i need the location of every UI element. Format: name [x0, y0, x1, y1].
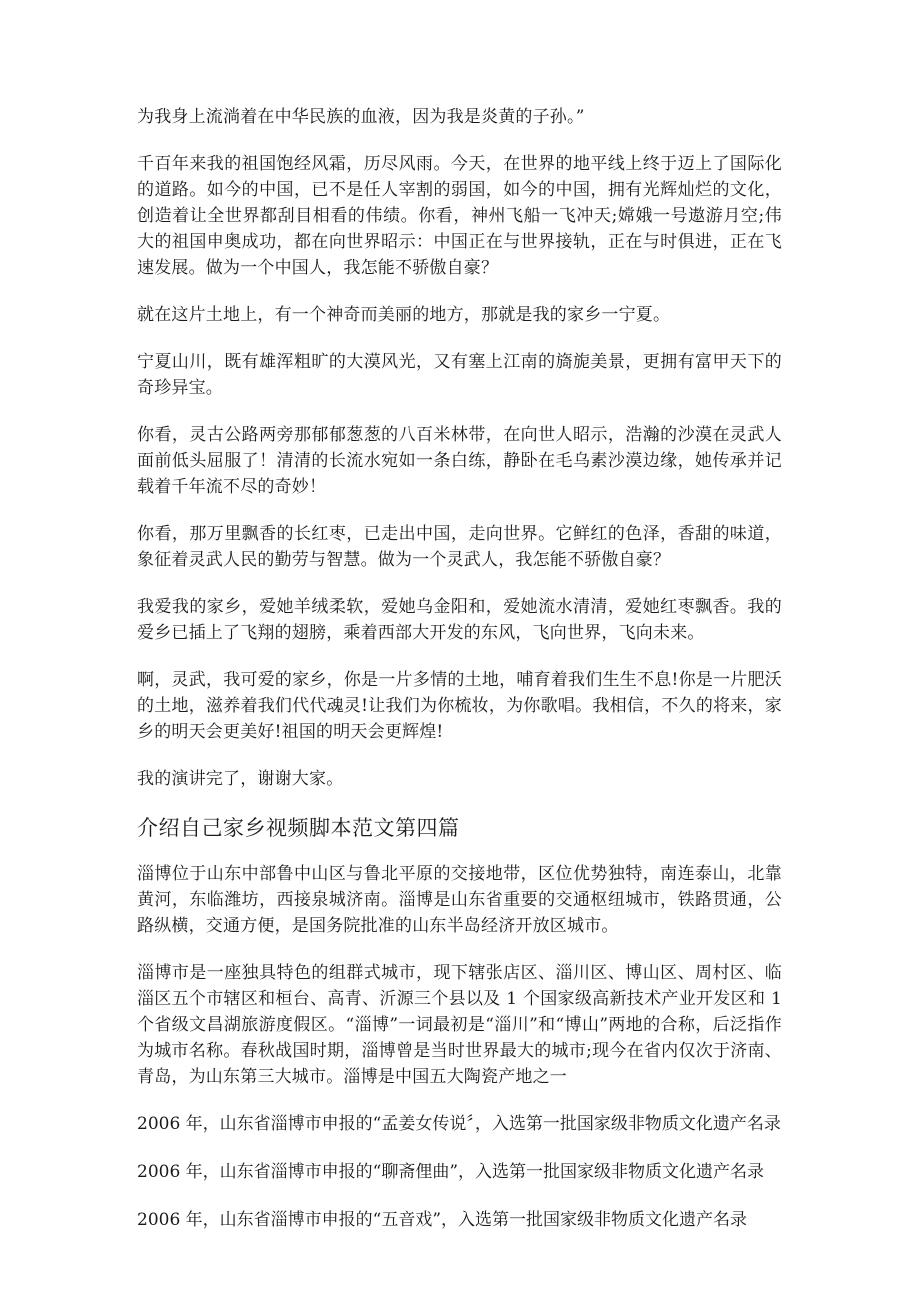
- paragraph: 你看，灵古公路两旁那郁郁葱葱的八百米林带，在向世人昭示，浩瀚的沙漠在灵武人面前低头屈服了！清清的长流水宛如一条白练，静卧在毛乌素沙漠边缘，她传承并记载着千年流不尽的奇妙！: [137, 425, 782, 497]
- heritage-list-item: 2006 年，山东省淄博市申报的“聊斋俚曲”，入选第一批国家级非物质文化遗产名录: [137, 1162, 765, 1182]
- heritage-list-item: 2006 年，山东省淄博市申报的“五音戏”，入选第一批国家级非物质文化遗产名录: [137, 1210, 748, 1230]
- paragraph: 为我身上流淌着在中华民族的血液，因为我是炎黄的子孙。”: [137, 107, 585, 127]
- section-heading: 介绍自己家乡视频脚本范文第四篇: [137, 816, 460, 840]
- paragraph: 淄博位于山东中部鲁中山区与鲁北平原的交接地带，区位优势独特，南连泰山，北靠黄河，东临潍坊，西接泉城济南。淄博是山东省重要的交通枢纽城市，铁路贯通，公路纵横，交通方便，是国务院批准的山东半岛经济开放区城市。: [137, 864, 782, 936]
- paragraph: 啊，灵武，我可爱的家乡，你是一片多情的土地，哺育着我们生生不息!你是一片肥沃的土地，滋养着我们代代魂灵!让我们为你梳妆，为你歌唱。我相信，不久的将来，家乡的明天会更美好!祖国的明天会更辉煌!: [137, 670, 782, 742]
- paragraph: 淄博市是一座独具特色的组群式城市，现下辖张店区、淄川区、博山区、周村区、临淄区五个市辖区和桓台、高青、沂源三个县以及 1 个国家级高新技术产业开发区和 1 个省级文昌湖旅游度假区。“淄博”一词最初是“淄川”和“博山”两地的合称，后泛指作为城市名称。春秋战国时期，淄博曾是当时世界最大的城市;现今在省内仅次于济南、青岛，为山东第三大城市。淄博是中国五大陶瓷产地之一: [137, 963, 782, 1087]
- heritage-list-item: 2006 年，山东省淄博市申报的“孟姜女传说〞，入选第一批国家级非物质文化遗产名录: [137, 1114, 781, 1134]
- paragraph: 我爱我的家乡，爱她羊绒柔软，爱她乌金阳和，爱她流水清清，爱她红枣飘香。我的爱乡已插上了飞翔的翅膀，乘着西部大开发的东风，飞向世界，飞向未来。: [137, 597, 782, 643]
- paragraph: 你看，那万里飘香的长红枣，已走出中国，走向世界。它鲜红的色泽，香甜的味道，象征着灵武人民的勤劳与智慧。做为一个灵武人，我怎能不骄傲自豪？: [137, 524, 782, 570]
- paragraph: 千百年来我的祖国饱经风霜，历尽风雨。今天，在世界的地平线上终于迈上了国际化的道路。如今的中国，已不是任人宰割的弱国，如今的中国，拥有光辉灿烂的文化，创造着让全世界都刮目相看的伟绩。你看，神州飞船一飞冲天;嫦娥一号遨游月空;伟大的祖国申奥成功，都在向世界昭示：中国正在与世界接轨，正在与时俱进，正在飞速发展。做为一个中国人，我怎能不骄傲自豪？: [137, 154, 782, 278]
- paragraph: 我的演讲完了，谢谢大家。: [137, 769, 344, 789]
- paragraph: 宁夏山川，既有雄浑粗旷的大漠风光，又有塞上江南的旖旎美景，更拥有富甲天下的奇珍异宝。: [137, 352, 782, 398]
- document-page: [137, 104, 782, 1255]
- paragraph: 就在这片土地上，有一个神奇而美丽的地方，那就是我的家乡一宁夏。: [137, 305, 671, 325]
